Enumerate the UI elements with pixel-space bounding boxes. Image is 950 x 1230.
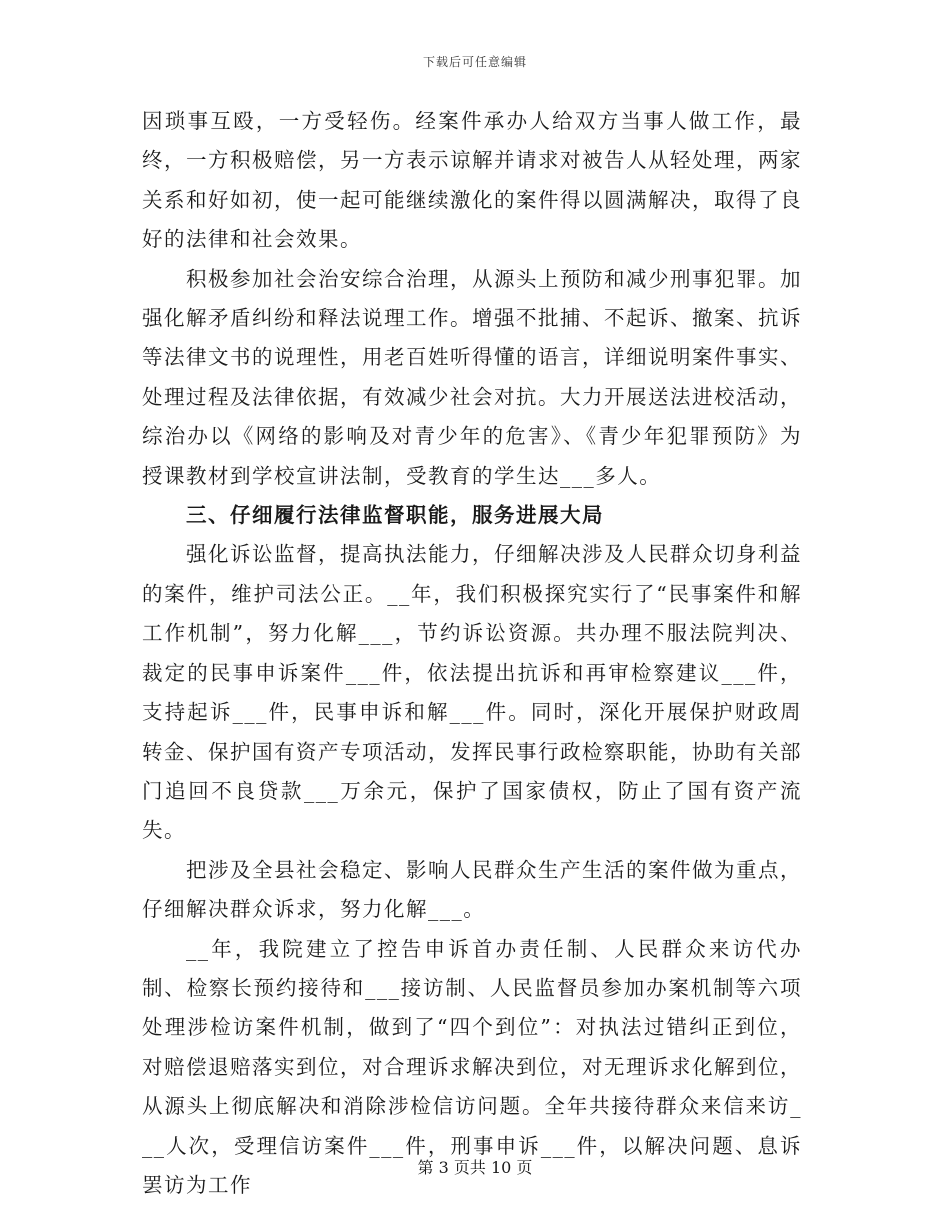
- paragraph-litigation-supervision: 强化诉讼监督，提高执法能力，仔细解决涉及人民群众切身利益的案件，维护司法公正。__年，我们积极探究实行了“民事案件和解工作机制”，努力化解___，节约诉讼资源。共办理不服法院判决、裁定的民事申诉案件___件，依法提出抗诉和再审检察建议___件，支持起诉___件，民事申诉和解___件。同时，深化开展保护财政周转金、保护国有资产专项活动，发挥民事行政检察职能，协助有关部门追回不良贷款___万余元，保护了国家债权，防止了国有资产流失。: [142, 542, 802, 843]
- page-number: 第 3 页共 10 页: [417, 1158, 533, 1177]
- paragraph-continuation: 因琐事互殴，一方受轻伤。经案件承办人给双方当事人做工作，最终，一方积极赔偿，另一方表示谅解并请求对被告人从轻处理，两家关系和好如初，使一起可能继续激化的案件得以圆满解决，取得了良好的法律和社会效果。: [142, 109, 802, 252]
- paragraph-petition-mechanism: __年，我院建立了控告申诉首办责任制、人民群众来访代办制、检察长预约接待和___接访制、人民监督员参加办案机制等六项处理涉检访案件机制，做到了“四个到位”：对执法过错纠正到位，对赔偿退赔落实到位，对合理诉求解决到位，对无理诉求化解到位，从源头上彻底解决和消除涉检信访问题。全年共接待群众来信来访___人次，受理信访案件___件，刑事申诉___件，以解决问题、息诉罢访为工作: [142, 936, 802, 1197]
- page-header: 下载后可任意编辑: [422, 55, 527, 69]
- paragraph-social-order: 积极参加社会治安综合治理，从源头上预防和减少刑事犯罪。加强化解矛盾纠纷和释法说理工作。增强不批捕、不起诉、撤案、抗诉等法律文书的说理性，用老百姓听得懂的语言，详细说明案件事实、处理过程及法律依据，有效减少社会对抗。大力开展送法进校活动，综治办以《网络的影响及对青少年的危害》、《青少年犯罪预防》为授课教材到学校宣讲法制，受教育的学生达___多人。: [142, 266, 802, 488]
- document-body: [142, 102, 802, 1205]
- paragraph-key-cases: 把涉及全县社会稳定、影响人民群众生产生活的案件做为重点，仔细解决群众诉求，努力化解___。: [142, 857, 802, 922]
- section-heading-3: 三、仔细履行法律监督职能，服务进展大局: [186, 503, 604, 528]
